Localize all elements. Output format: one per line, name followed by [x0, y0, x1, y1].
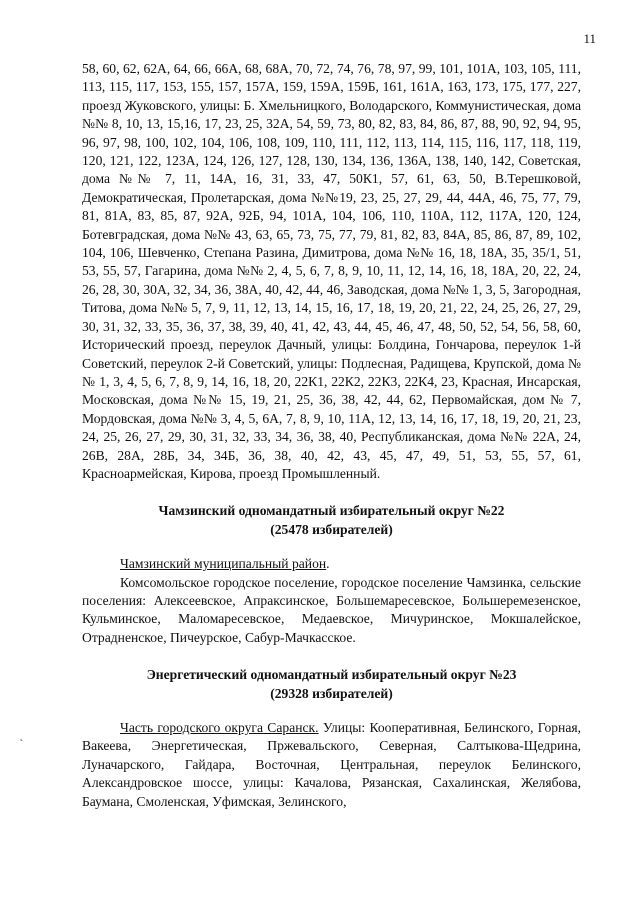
district-22-area-suffix: .: [326, 556, 330, 572]
district-23-streets: Улицы: Кооперативная, Белинского, Горная, Вакеева, Энергетическая, Пржевальского, Северная, Салтыкова-Щедрина, Луначарского, Гайдара, Восточная, Центральная, переулок Белинского, Александровское шоссе, улицы: Качалова, Рязанская, Сахалинская, Желябова, Баумана, Смоленская, Уфимская, Зелинского,: [82, 720, 582, 809]
district-22-area-label: Чамзинский муниципальный район: [120, 556, 327, 572]
address-list-continuation: 58, 60, 62, 62А, 64, 66, 66А, 68, 68А, 70, 72, 74, 76, 78, 97, 99, 101, 101А, 103, 105, 111, 113, 115, 117, 153, 155, 157, 157А, 159, 159А, 159Б, 161, 161А, 163, 173, 175, 177, 227, проезд Жуковского, улицы: Б. Хмельницкого, Володарского, Коммунистическая, дома №№ 8, 10, 13, 15,16, 17, 23, 25, 32А, 54, 59, 73, 80, 82, 83, 84, 86, 87, 88, 90, 92, 94, 95, 96, 97, 98, 100, 102, 104, 106, 108, 109, 110, 111, 112, 113, 114, 115, 116, 117, 118, 119, 120, 121, 122, 123А, 124, 126, 127, 128, 130, 134, 136, 136А, 138, 140, 142, Советская, дома №№ 7, 11, 14А, 16, 31, 33, 47, 50К1, 57, 61, 63, 50, В.Терешковой, Демократическая, Пролетарская, дома №№19, 23, 25, 27, 29, 44, 44А, 46, 75, 77, 79, 81, 81А, 83, 85, 87, 92А, 92Б, 94, 101А, 104, 106, 110, 110А, 112, 117А, 120, 124, Ботевградская, дома №№ 43, 63, 65, 73, 75, 77, 79, 81, 82, 83, 84А, 85, 86, 87, 89, 102, 104, 106, Шевченко, Степана Разина, Димитрова, дома №№ 16, 18, 18А, 35, 35/1, 51, 53, 55, 57, Гагарина, дома №№ 2, 4, 5, 6, 7, 8, 9, 10, 11, 12, 14, 16, 18, 18А, 20, 22, 24, 26, 28, 30, 30А, 32, 34, 36, 38А, 40, 42, 44, 46, Заводская, дома №№ 1, 3, 5, Загородная, Титова, дома №№ 5, 7, 9, 11, 12, 13, 14, 15, 16, 17, 18, 19, 20, 21, 22, 24, 25, 26, 27, 29, 30, 31, 32, 33, 35, 36, 37, 38, 39, 40, 41, 42, 43, 44, 45, 46, 47, 48, 50, 52, 54, 56, 58, 60, Исторический проезд, переулок Дачный, улицы: Болдина, Гончарова, переулок 1-й Советский, переулок 2-й Советский, улицы: Подлесная, Радищева, Крупской, дома №№ 1, 3, 4, 5, 6, 7, 8, 9, 14, 16, 18, 20, 22К1, 22К2, 22К3, 22К4, 23, Красная, Инсарская, Московская, дома №№ 15, 19, 21, 25, 36, 38, 42, 44, 62, Первомайская, дом № 7, Мордовская, дома №№ 3, 4, 5, 6А, 7, 8, 9, 10, 11А, 12, 13, 14, 16, 17, 18, 19, 20, 21, 23, 24, 25, 26, 27, 29, 30, 31, 32, 33, 34, 36, 38, 40, Республиканская, дома №№ 22А, 24, 26В, 28А, 28Б, 34, 34Б, 36, 38, 40, 42, 43, 45, 47, 49, 51, 53, 55, 57, 61, Красноармейская, Кирова, проезд Промышленный.: [82, 61, 581, 481]
district-23-title: Энергетический одномандатный избирательный округ №23: [146, 667, 517, 683]
page-number: 11: [583, 31, 596, 46]
district-23-area-label: Часть городского округа Саранск.: [120, 720, 319, 735]
margin-mark: ˛: [20, 731, 24, 742]
district-22-voters: (25478 избирателей): [270, 521, 393, 537]
district-23-voters: (29328 избирателей): [270, 685, 393, 701]
district-22-body: Комсомольское городское поселение, городское поселение Чамзинка, сельские поселения: Алексеевское, Апраксинское, Большемаресевское, Большеремезенское, Кульминское, Маломаресевское, Медаевское, Мичуринское, Мокшалейское, Отрадненское, Пичеурское, Сабур-Мачкасское.: [82, 574, 581, 645]
document-body: [82, 60, 581, 811]
district-22-title: Чамзинский одномандатный избирательный округ №22: [158, 503, 505, 519]
district-22-area: [82, 555, 581, 573]
district-23-body: [82, 719, 581, 811]
